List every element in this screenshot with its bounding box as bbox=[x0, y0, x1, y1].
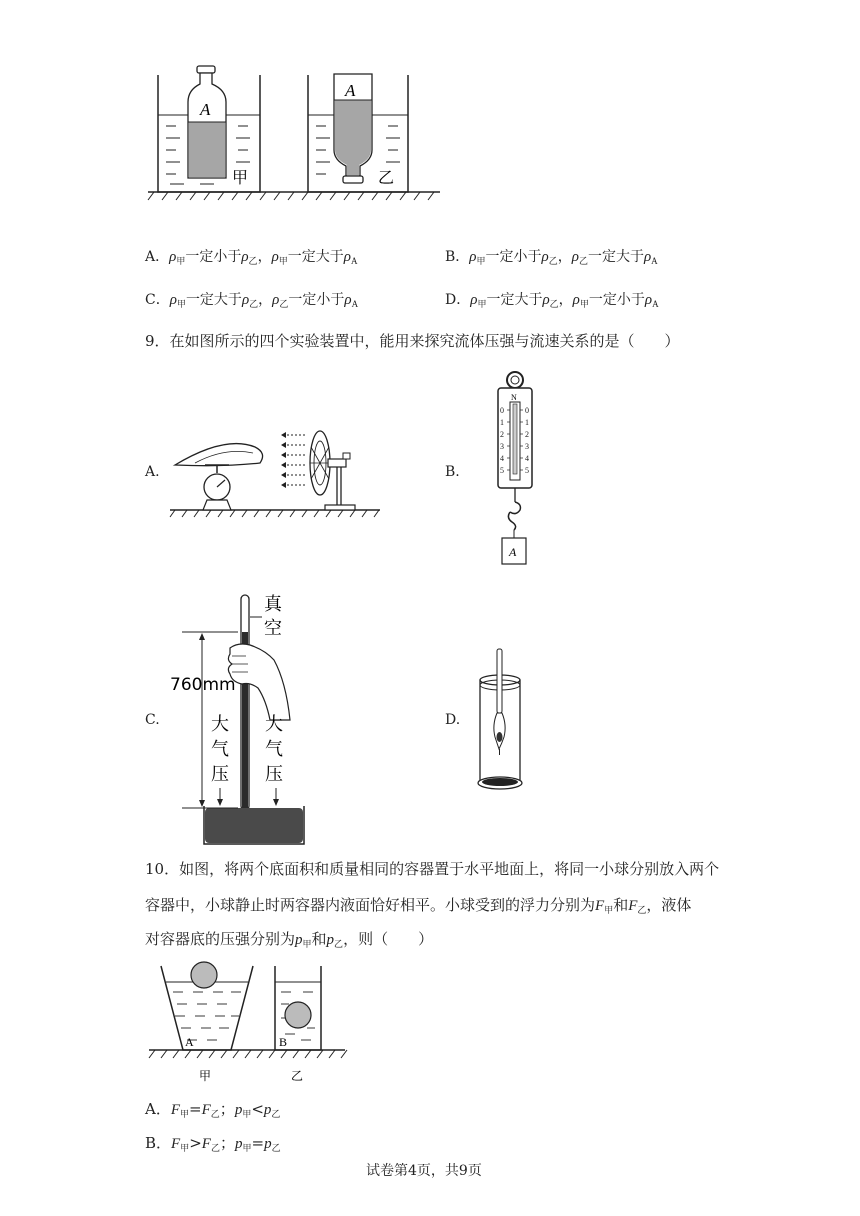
q10-cup-b-label: B bbox=[279, 1035, 288, 1049]
q10-option-b[interactable]: B．$F_甲>F_乙$；$p_甲=p_乙$ bbox=[145, 1134, 281, 1154]
q9-scale-tick-right-3: 3 bbox=[525, 442, 529, 451]
q9-scale-tick-left-4: 4 bbox=[500, 454, 504, 463]
q10-line1: 10．如图，将两个底面积和质量相同的容器置于水平地面上，将同一小球分别放入两个 bbox=[145, 860, 720, 878]
q9-scale-tick-right-4: 4 bbox=[525, 454, 529, 463]
q9-label-b[interactable]: B. bbox=[445, 464, 460, 480]
q9-air-right-3: 压 bbox=[265, 764, 283, 785]
q9-figure-b-spring-scale bbox=[490, 370, 540, 570]
q8-bottle-label-right: A bbox=[345, 81, 356, 100]
q9-scale-tick-left-5: 5 bbox=[500, 466, 504, 475]
q9-scale-tick-right-2: 2 bbox=[525, 430, 529, 439]
q8-option-d[interactable]: D．$\rho_甲$一定大于$\rho_乙$，$\rho_甲$一定小于$\rho_A$ bbox=[445, 292, 659, 310]
q8-bottle-label-left: A bbox=[200, 100, 211, 119]
q9-scale-tick-right-1: 1 bbox=[525, 418, 529, 427]
q8-option-b[interactable]: B．$\rho_甲$一定小于$\rho_乙$，$\rho_乙$一定大于$\rho_A$ bbox=[445, 249, 658, 267]
q8-option-c[interactable]: C．$\rho_甲$一定大于$\rho_乙$，$\rho_乙$一定小于$\rho_A$ bbox=[145, 292, 359, 310]
q9-scale-unit: N bbox=[511, 393, 517, 402]
q9-label-d[interactable]: D. bbox=[445, 712, 461, 728]
q9-figure-a-wing-fan bbox=[165, 425, 385, 520]
q9-stem: 9．在如图所示的四个实验装置中，能用来探究流体压强与流速关系的是（ ） bbox=[145, 332, 680, 350]
q8-figure bbox=[140, 60, 440, 205]
q10-label-yi: 乙 bbox=[291, 1069, 304, 1083]
page-footer: 试卷第4页，共9页 bbox=[366, 1163, 482, 1179]
q9-vacuum-char-2: 空 bbox=[264, 618, 282, 639]
q9-air-left-3: 压 bbox=[211, 764, 229, 785]
q10-line3: 对容器底的压强分别为$p_甲$和$p_乙$，则（ ） bbox=[145, 930, 434, 950]
q9-air-left-2: 气 bbox=[211, 739, 229, 760]
q9-scale-tick-right-5: 5 bbox=[525, 466, 529, 475]
q8-option-a[interactable]: A．$\rho_甲$一定小于$\rho_乙$，$\rho_甲$一定大于$\rho_A$ bbox=[145, 249, 358, 267]
q9-figure-c-barometer bbox=[170, 590, 310, 845]
q9-label-a[interactable]: A. bbox=[145, 464, 160, 480]
q9-label-c[interactable]: C. bbox=[145, 712, 160, 728]
q10-label-jia: 甲 bbox=[199, 1069, 212, 1083]
q9-scale-tick-left-3: 3 bbox=[500, 442, 504, 451]
q10-cup-a-label: A bbox=[185, 1035, 194, 1049]
q10-figure bbox=[145, 960, 355, 1085]
q9-weight-label: A bbox=[509, 545, 517, 559]
q9-height-label: 760mm bbox=[170, 675, 236, 695]
q9-air-right-1: 大 bbox=[265, 714, 283, 735]
q9-scale-tick-left-2: 2 bbox=[500, 430, 504, 439]
q9-air-right-2: 气 bbox=[265, 739, 283, 760]
q8-label-yi: 乙 bbox=[378, 168, 395, 187]
q9-scale-tick-left-1: 1 bbox=[500, 418, 504, 427]
q9-air-left-1: 大 bbox=[211, 714, 229, 735]
q8-label-jia: 甲 bbox=[232, 168, 249, 187]
q9-figure-d-hydrometer bbox=[470, 645, 530, 795]
q10-option-a[interactable]: A．$F_甲=F_乙$；$p_甲<p_乙$ bbox=[145, 1100, 281, 1120]
q9-vacuum-char-1: 真 bbox=[264, 594, 282, 615]
q9-scale-tick-left-0: 0 bbox=[500, 406, 504, 415]
q10-line2: 容器中，小球静止时两容器内液面恰好相平。小球受到的浮力分别为$F_甲$和$F_乙$，液体 bbox=[145, 896, 692, 916]
q9-scale-tick-right-0: 0 bbox=[525, 406, 529, 415]
